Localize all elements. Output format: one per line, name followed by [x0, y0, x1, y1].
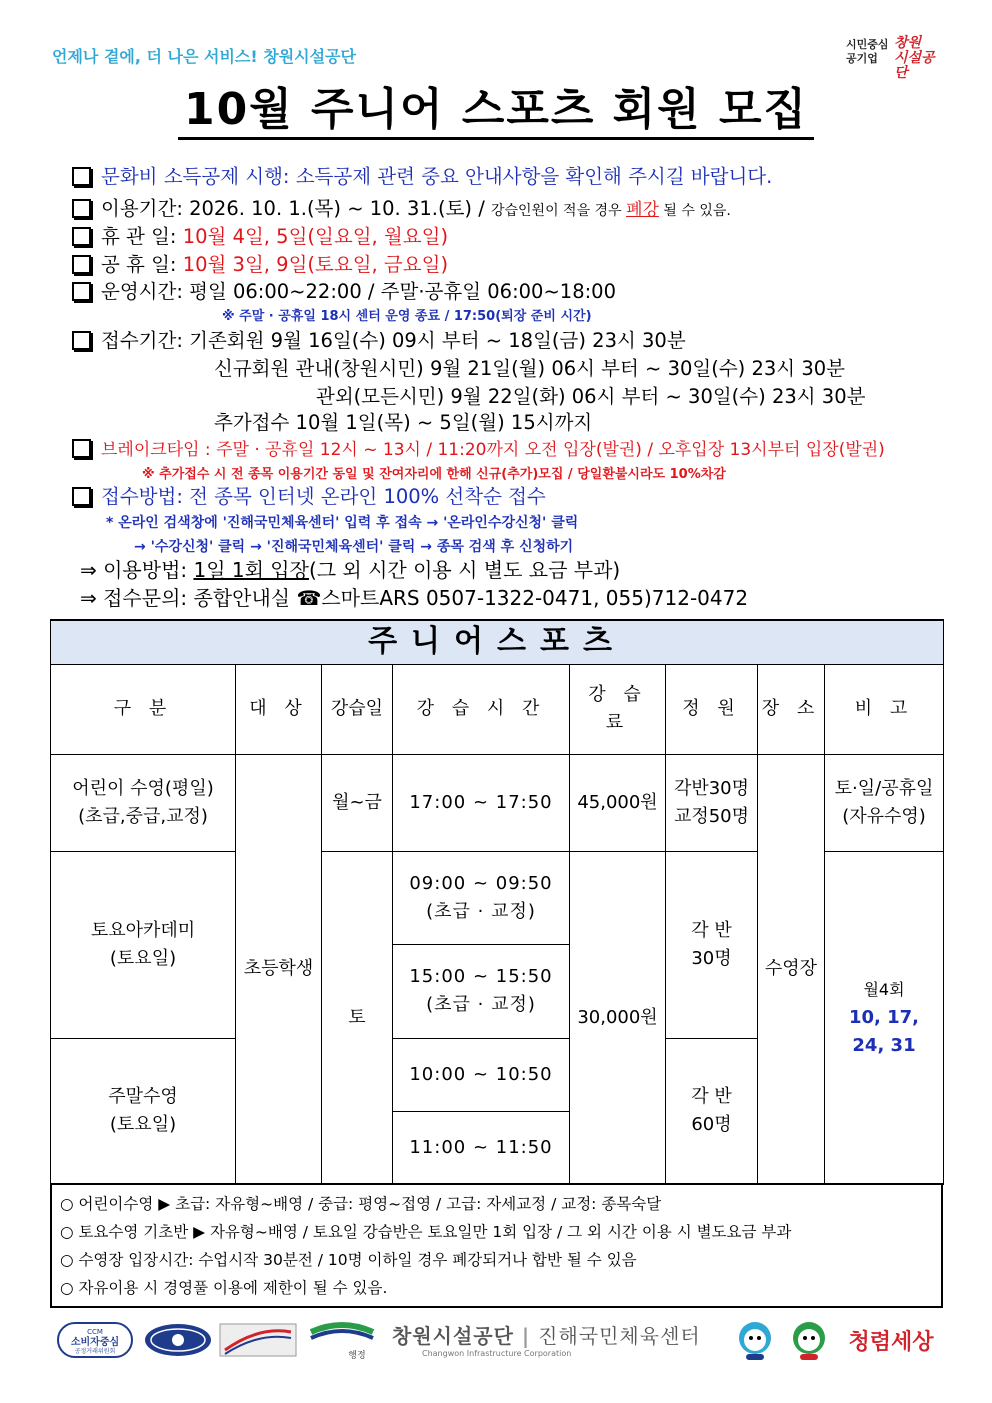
ccm-logo	[56, 1318, 134, 1362]
page-title: 10월 주니어 스포츠 회원 모집	[178, 84, 814, 140]
notice-usage: ⇒ 이용방법: 1일 1회 입장(그 외 시간 이용 시 별도 요금 부과)	[80, 558, 621, 582]
ccm-top-text: CCM	[87, 1328, 103, 1336]
ccm-sub-text: 공정거래위원회	[74, 1348, 116, 1355]
ccm-main-text: 소비자중심	[70, 1337, 120, 1348]
header-place: 장 소	[758, 664, 825, 754]
checkbox-icon	[72, 167, 91, 186]
row-kids-time: 17:00 ~ 17:50	[393, 754, 570, 851]
row-kids-name: 어린이 수영(평일) (초급,중급,교정)	[51, 754, 236, 851]
note-item: ○ 토요수영 기초반 ▶ 자유형~배영 / 토요일 강습반은 토요일만 1회 입장 / 그 외 시간 이용 시 별도요금 부과	[60, 1223, 792, 1241]
notice-reg-4: 추가접수 10월 1일(목) ~ 5일(월) 15시까지	[214, 411, 593, 434]
mascot-icon-2	[784, 1318, 834, 1362]
certification-logo-blue	[142, 1318, 214, 1362]
emblem-logo	[306, 1318, 378, 1362]
row-kids-capacity: 각반30명 교정50명	[666, 754, 758, 851]
checkbox-icon	[72, 439, 91, 458]
header-capacity: 정 원	[666, 664, 758, 754]
row-kids-day: 월~금	[322, 754, 393, 851]
table-title: 주니어스포츠	[51, 620, 944, 664]
corp-english-name: Changwon Infrastructure Corporation	[422, 1349, 572, 1358]
corp-logo-line2: 공기업	[846, 52, 878, 65]
corp-name-logo: 창원시설공단 | 진해국민체육센터 Changwon Infrastructure Corporation	[392, 1324, 701, 1358]
certification-logo-gray	[218, 1318, 298, 1362]
note-item: ○ 어린이수영 ▶ 초급: 자유형~배영 / 중급: 평영~접영 / 고급: 자세교정 / 교정: 종목숙달	[60, 1195, 662, 1213]
corp-name: 창원시설공단	[392, 1324, 514, 1348]
notice-reg-2: 신규회원 관내(창원시민) 9월 21일(월) 06시 부터 ~ 30일(수) 23시 30분	[214, 357, 845, 380]
checkbox-icon	[72, 227, 91, 246]
notice-closed: 휴 관 일: 10월 4일, 5일(일요일, 월요일)	[72, 224, 448, 250]
note-item: ○ 자유이용 시 경영풀 이용에 제한이 될 수 있음.	[60, 1279, 388, 1297]
corp-logo	[846, 35, 946, 81]
row-target: 초등학생	[236, 754, 322, 1184]
row-kids-note: 토·일/공휴일 (자유수영)	[825, 754, 944, 851]
notice-holiday: 공 휴 일: 10월 3일, 9일(토요일, 금요일)	[72, 252, 448, 278]
mascot-icon	[730, 1318, 780, 1362]
header-slogan: 언제나 곁에, 더 나은 서비스! 창원시설공단	[52, 47, 356, 66]
header-target: 대 상	[236, 664, 322, 754]
notice-culture: 문화비 소득공제 시행: 소득공제 관련 중요 안내사항을 확인해 주시길 바랍니다.	[72, 164, 772, 190]
row-sat-fee: 30,000원	[570, 851, 666, 1184]
row-academy-time-1: 09:00 ~ 09:50 (초급 · 교정)	[393, 851, 570, 944]
row-weekend-time-1: 10:00 ~ 10:50	[393, 1038, 570, 1111]
notice-hours: 운영시간: 평일 06:00~22:00 / 주말·공휴일 06:00~18:00	[72, 279, 616, 305]
notice-method-note1: * 온라인 검색창에 '진해국민체육센터' 입력 후 접속 → '온라인수강신청' 클릭	[106, 515, 579, 531]
corp-logo-script1: 창원	[894, 35, 922, 51]
notice-reg-1: 접수기간: 기존회원 9월 16일(수) 09시 부터 ~ 18일(금) 23시 30분	[72, 328, 686, 354]
footer-logos	[56, 1318, 946, 1368]
page-title-wrap	[0, 82, 992, 138]
row-sat-note: 월4회 10, 17, 24, 31	[825, 851, 944, 1184]
notice-inquiry: ⇒ 접수문의: 종합안내실 ☎스마트ARS 0507-1322-0471, 055)712-0472	[80, 586, 749, 610]
header-day: 강습일	[322, 664, 393, 754]
checkbox-icon	[72, 255, 91, 274]
notes-box	[50, 1183, 943, 1308]
integrity-logo	[836, 1318, 946, 1362]
notice-method: 접수방법: 전 종목 인터넷 온라인 100% 선착순 접수	[72, 484, 546, 510]
checkbox-icon	[72, 331, 91, 350]
notice-method-note2: → '수강신청' 클릭 → '진해국민체육센터' 클릭 → 종목 검색 후 신청하기	[134, 539, 574, 555]
schedule-table	[50, 619, 944, 1185]
row-weekend-time-2: 11:00 ~ 11:50	[393, 1111, 570, 1184]
row-kids-fee: 45,000원	[570, 754, 666, 851]
corp-logo-script2: 시설공단	[894, 50, 935, 81]
table-row	[51, 754, 944, 851]
integrity-logo-text: 청렴세상	[848, 1329, 934, 1355]
header-note: 비 고	[825, 664, 944, 754]
corp-logo-line1: 시민중심	[846, 38, 889, 51]
notice-period: 이용기간: 2026. 10. 1.(목) ~ 10. 31.(토) / 강습인원이 적을 경우 폐강 될 수 있음.	[72, 196, 731, 224]
notice-hours-note: ※ 주말 · 공휴일 18시 센터 운영 종료 / 17:50(퇴장 준비 시간)	[222, 309, 592, 324]
row-weekend-capacity: 각 반 60명	[666, 1038, 758, 1184]
center-name: 진해국민체육센터	[538, 1324, 701, 1348]
checkbox-icon	[72, 282, 91, 301]
row-academy-name: 토요아카데미 (토요일)	[51, 851, 236, 1038]
note-item: ○ 수영장 입장시간: 수업시작 30분전 / 10명 이하일 경우 폐강되거나 합반 될 수 있음	[60, 1251, 637, 1269]
header-time: 강 습 시 간	[393, 664, 570, 754]
row-sat-day: 토	[322, 851, 393, 1184]
notice-reg-3: 관외(모든시민) 9월 22일(화) 06시 부터 ~ 30일(수) 23시 30분	[316, 385, 866, 408]
table-header-row	[51, 664, 944, 754]
row-place: 수영장	[758, 754, 825, 1184]
row-weekend-name: 주말수영 (토요일)	[51, 1038, 236, 1184]
header-fee: 강 습 료	[570, 664, 666, 754]
notice-break-note: ※ 추가접수 시 전 종목 이용기간 동일 및 잔여자리에 한해 신규(추가)모집 / 당일환불시라도 10%차감	[142, 467, 726, 482]
checkbox-icon	[72, 487, 91, 506]
header-category: 구 분	[51, 664, 236, 754]
checkbox-icon	[72, 199, 91, 218]
row-academy-capacity: 각 반 30명	[666, 851, 758, 1038]
row-academy-time-2: 15:00 ~ 15:50 (초급 · 교정)	[393, 944, 570, 1038]
emblem-text: 행정	[348, 1351, 366, 1361]
notice-break: 브레이크타임 : 주말 · 공휴일 12시 ~ 13시 / 11:20까지 오전 입장(발권) / 오후입장 13시부터 입장(발권)	[72, 437, 885, 463]
